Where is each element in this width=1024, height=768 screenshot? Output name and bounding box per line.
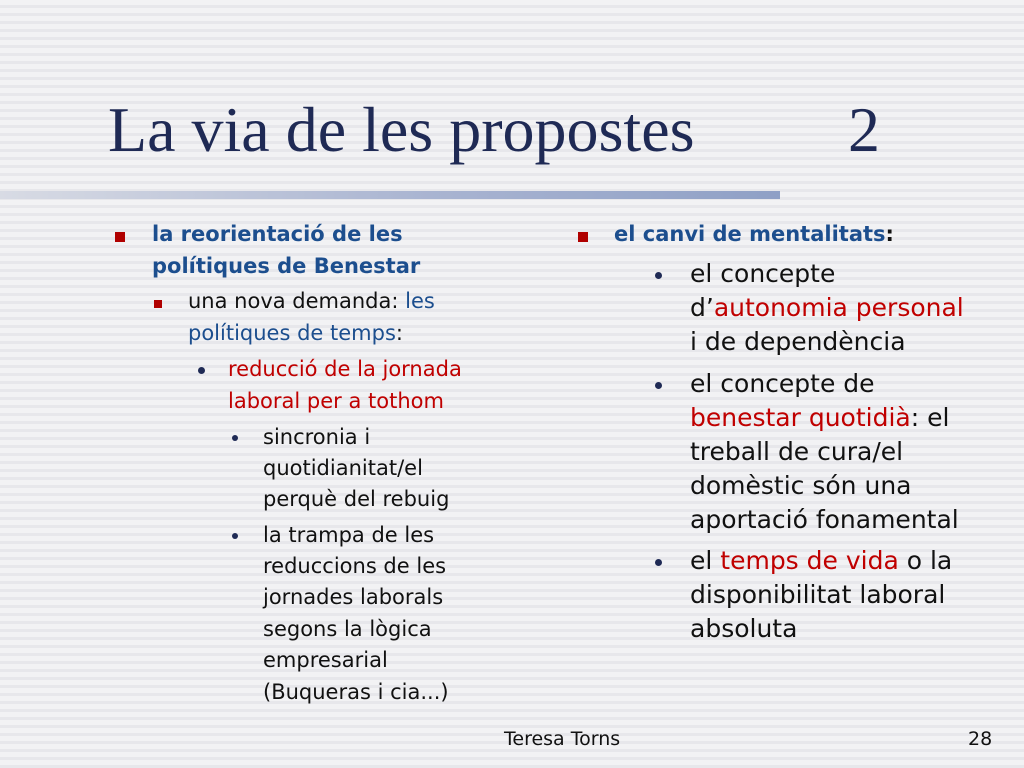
right-heading-text: el canvi de mentalitats: [614, 222, 886, 246]
right-point1-line3: i de dependència: [690, 327, 906, 356]
left-item-b-line2: reduccions de les: [263, 554, 447, 578]
left-sub-text: :: [395, 321, 403, 345]
left-sub-highlight: polítiques de temps: [188, 321, 396, 345]
square-bullet-icon: [154, 300, 162, 308]
right-heading: [614, 219, 894, 251]
title-underline-accent: [0, 191, 780, 199]
left-heading-line1: la reorientació de les: [152, 222, 403, 246]
right-point2-line1: el concepte de: [690, 369, 875, 398]
right-point1-line2: [690, 291, 964, 325]
left-item-a-line2: quotidianitat/el: [263, 456, 423, 480]
left-item-b-line4: segons la lògica: [263, 617, 432, 641]
right-point3-line3: absoluta: [690, 614, 798, 643]
slide-number-in-title: 2: [848, 94, 880, 165]
square-bullet-icon: [578, 232, 588, 242]
left-sub-text: una nova demanda:: [188, 289, 406, 313]
left-item-a-line1: sincronia i: [263, 425, 371, 449]
left-point-line1: reducció de la jornada: [228, 357, 462, 381]
round-bullet-icon: [198, 367, 205, 374]
right-point3-line2: disponibilitat laboral: [690, 580, 946, 609]
round-bullet-icon: [232, 435, 238, 441]
left-item-b-line3: jornades laborals: [263, 585, 444, 609]
left-sub-line1: [188, 286, 435, 318]
left-heading-line2: polítiques de Benestar: [152, 254, 421, 278]
right-highlight: autonomia personal: [713, 293, 964, 322]
slide-title: La via de les propostes: [108, 94, 695, 165]
right-point2-line3: treball de cura/el: [690, 437, 904, 466]
right-point1-line1: el concepte: [690, 259, 836, 288]
right-text: o la: [898, 546, 953, 575]
left-sub-line2: [188, 318, 403, 350]
left-item-b-line1: la trampa de les: [263, 523, 435, 547]
square-bullet-icon: [115, 232, 125, 242]
left-point-line2: laboral per a tothom: [228, 389, 444, 413]
left-item-b-line6: (Buqueras i cia...): [263, 680, 449, 704]
left-item-a-line3: perquè del rebuig: [263, 487, 450, 511]
round-bullet-icon: [655, 382, 662, 389]
right-heading-colon: :: [885, 222, 894, 246]
left-item-b-line5: empresarial: [263, 648, 388, 672]
footer-author: Teresa Torns: [504, 728, 621, 750]
right-text: d’: [690, 293, 714, 322]
footer-page-number: 28: [968, 728, 993, 750]
right-text: : el: [910, 403, 950, 432]
right-point2-line4: domèstic són una: [690, 471, 912, 500]
right-highlight: benestar quotidià: [690, 403, 911, 432]
right-point3-line1: [690, 544, 952, 578]
round-bullet-icon: [232, 533, 238, 539]
right-highlight: temps de vida: [720, 546, 899, 575]
left-sub-highlight: les: [405, 289, 435, 313]
right-point2-line2: [690, 401, 949, 435]
round-bullet-icon: [655, 272, 662, 279]
round-bullet-icon: [655, 559, 662, 566]
right-text: el: [690, 546, 721, 575]
right-point2-line5: aportació fonamental: [690, 505, 959, 534]
